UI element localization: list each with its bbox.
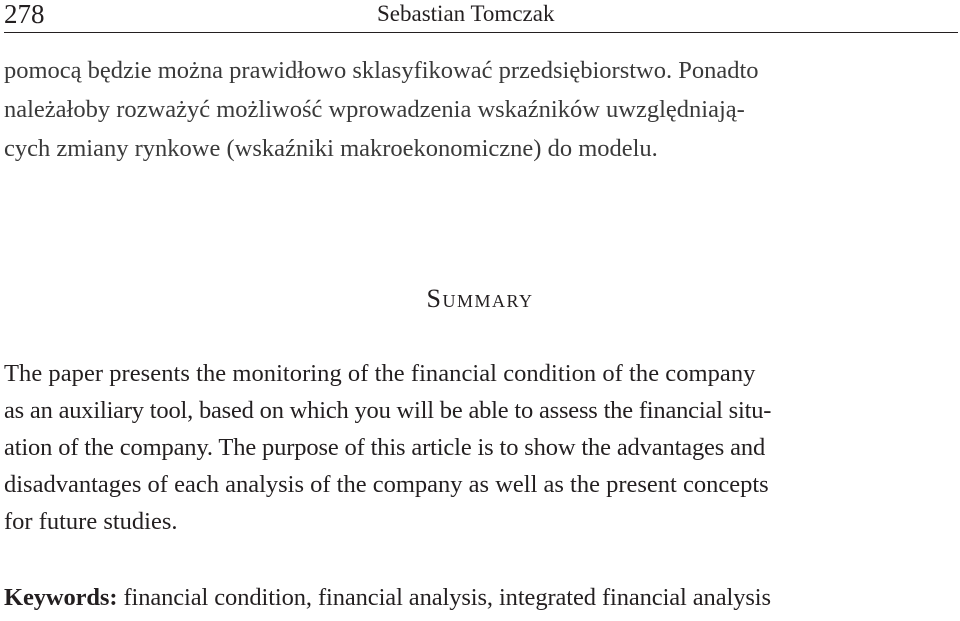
summary-line: as an auxiliary tool, based on which you will be able to assess the financial situ- (4, 397, 772, 424)
running-header (4, 0, 958, 33)
running-author: Sebastian Tomczak (377, 1, 555, 26)
summary-line: The paper presents the monitoring of the financial condition of the company (4, 360, 756, 387)
intro-line: pomocą będzie można prawidłowo sklasyfikować przedsiębiorstwo. Ponadto (4, 57, 759, 84)
keywords-text: financial condition, financial analysis, integrated financial analysis (117, 584, 771, 611)
summary-line: for future studies. (4, 508, 178, 535)
keywords-line (4, 583, 771, 613)
summary-line: disadvantages of each analysis of the company as well as the present concepts (4, 471, 769, 498)
intro-line: należałoby rozważyć możliwość wprowadzenia wskaźników uwzględniają- (4, 96, 745, 123)
intro-line: cych zmiany rynkowe (wskaźniki makroekonomiczne) do modelu. (4, 135, 658, 162)
summary-heading: Summary (426, 284, 534, 313)
summary-line: ation of the company. The purpose of this article is to show the advantages and (4, 434, 766, 461)
page-number: 278 (4, 0, 45, 29)
keywords-label: Keywords: (4, 584, 118, 611)
